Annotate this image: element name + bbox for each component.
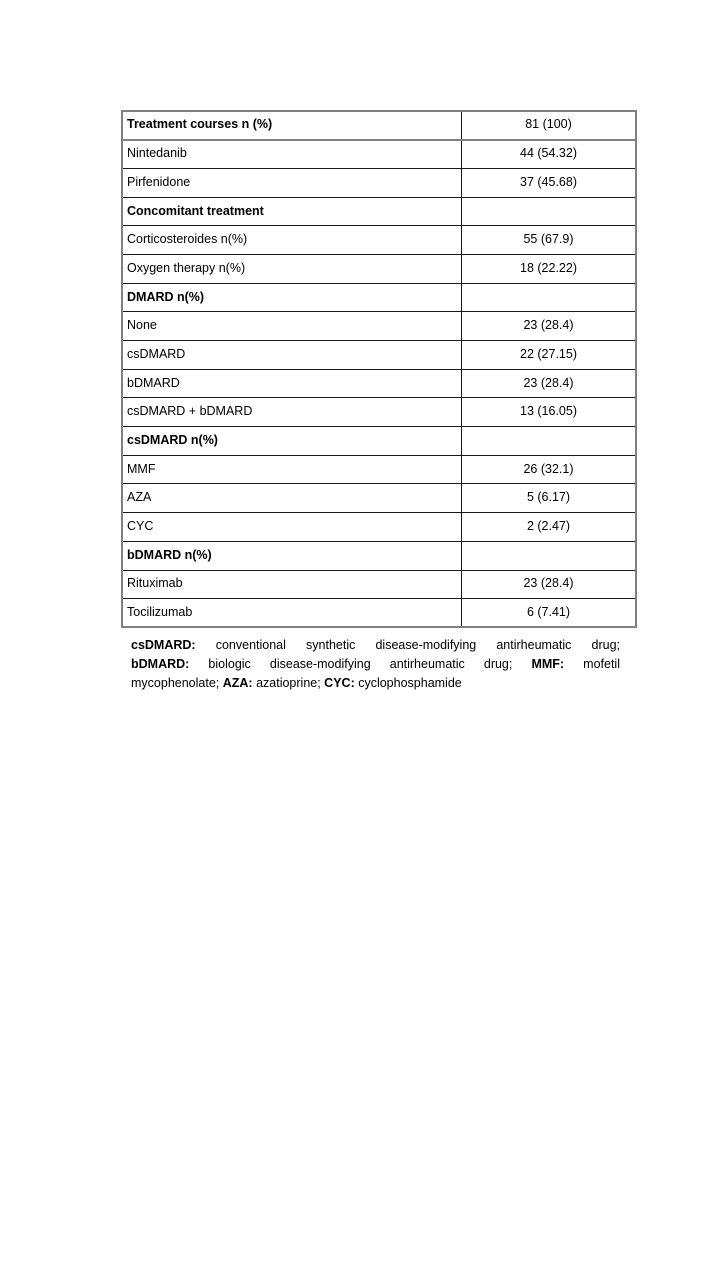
table-row (122, 226, 636, 255)
table-row (122, 197, 636, 226)
row-label: csDMARD (122, 341, 462, 370)
table-row (122, 427, 636, 456)
table-row (122, 599, 636, 628)
footnote-segment: cyclophosphamide (354, 676, 462, 690)
row-label: Pirfenidone (122, 168, 462, 197)
footnote-segment: conventional synthetic disease-modifying antirheumatic drug; (195, 638, 620, 652)
row-value: 13 (16.05) (462, 398, 637, 427)
footnote-line (131, 655, 620, 674)
row-label: csDMARD n(%) (122, 427, 462, 456)
table-row (122, 283, 636, 312)
row-value: 81 (100) (462, 111, 637, 140)
table-row (122, 484, 636, 513)
table-row (122, 570, 636, 599)
row-value: 23 (28.4) (462, 312, 637, 341)
footnote-segment: bDMARD: (131, 657, 190, 671)
row-value: 18 (22.22) (462, 254, 637, 283)
row-value: 5 (6.17) (462, 484, 637, 513)
row-value: 44 (54.32) (462, 140, 637, 169)
footnote-segment: biologic disease-modifying antirheumatic drug; (189, 657, 532, 671)
row-value: 37 (45.68) (462, 168, 637, 197)
row-value: 23 (28.4) (462, 369, 637, 398)
row-value: 55 (67.9) (462, 226, 637, 255)
row-value (462, 541, 637, 570)
row-label: Treatment courses n (%) (122, 111, 462, 140)
footnote-segment: CYC: (324, 676, 355, 690)
row-value: 26 (32.1) (462, 455, 637, 484)
row-label: Nintedanib (122, 140, 462, 169)
table-row (122, 513, 636, 542)
row-label: bDMARD (122, 369, 462, 398)
table-row (122, 312, 636, 341)
footnote-segment: csDMARD: (131, 638, 196, 652)
row-label: DMARD n(%) (122, 283, 462, 312)
row-label: AZA (122, 484, 462, 513)
row-label: Tocilizumab (122, 599, 462, 628)
table-row (122, 111, 636, 140)
footnote (131, 636, 620, 693)
row-label: Rituximab (122, 570, 462, 599)
row-value: 2 (2.47) (462, 513, 637, 542)
row-label: Corticosteroides n(%) (122, 226, 462, 255)
table-row (122, 369, 636, 398)
treatment-table (121, 110, 637, 628)
footnote-segment: AZA: (222, 676, 253, 690)
footnote-line (131, 636, 620, 655)
table-row (122, 455, 636, 484)
row-label: Concomitant treatment (122, 197, 462, 226)
treatment-table-body (122, 111, 636, 627)
row-value (462, 427, 637, 456)
row-label: CYC (122, 513, 462, 542)
table-row (122, 398, 636, 427)
row-label: Oxygen therapy n(%) (122, 254, 462, 283)
table-row (122, 341, 636, 370)
footnote-segment: azatioprine; (252, 676, 325, 690)
footnote-line (131, 674, 620, 693)
row-label: csDMARD + bDMARD (122, 398, 462, 427)
footnote-segment: mycophenolate; (131, 676, 223, 690)
table-row (122, 541, 636, 570)
table-row (122, 140, 636, 169)
row-value: 23 (28.4) (462, 570, 637, 599)
row-value (462, 197, 637, 226)
row-label: MMF (122, 455, 462, 484)
table-row (122, 168, 636, 197)
row-label: None (122, 312, 462, 341)
row-label: bDMARD n(%) (122, 541, 462, 570)
row-value: 22 (27.15) (462, 341, 637, 370)
footnote-segment: MMF: (531, 657, 565, 671)
row-value (462, 283, 637, 312)
row-value: 6 (7.41) (462, 599, 637, 628)
footnote-segment: mofetil (564, 657, 620, 671)
table-row (122, 254, 636, 283)
